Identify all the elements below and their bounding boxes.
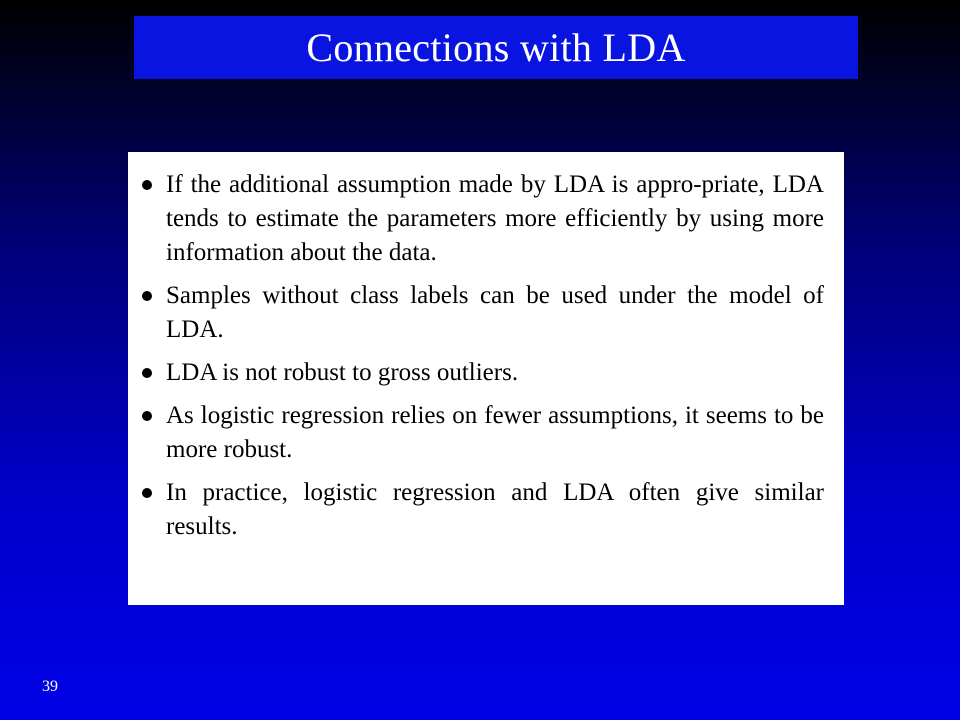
bullet-item — [142, 356, 824, 390]
bullet-item — [142, 279, 824, 347]
slide-title: Connections with LDA — [306, 25, 686, 70]
bullet-icon — [142, 368, 152, 378]
content-box — [128, 152, 844, 605]
bullet-icon — [142, 291, 152, 301]
bullet-text: If the additional assumption made by LDA is appro-priate, LDA tends to estimate the parameters more efficiently by using more information about the data. — [166, 171, 824, 266]
page-number: 39 — [42, 678, 58, 695]
bullet-icon — [142, 411, 152, 421]
title-bar — [134, 16, 858, 79]
bullet-item — [142, 399, 824, 467]
bullet-text: LDA is not robust to gross outliers. — [166, 359, 519, 386]
bullet-list — [142, 168, 824, 544]
bullet-text: As logistic regression relies on fewer assumptions, it seems to be more robust. — [166, 402, 824, 463]
bullet-icon — [142, 488, 152, 498]
bullet-text: Samples without class labels can be used under the model of LDA. — [166, 282, 824, 343]
bullet-text: In practice, logistic regression and LDA often give similar results. — [166, 479, 824, 540]
bullet-icon — [142, 180, 152, 190]
bullet-item — [142, 168, 824, 270]
bullet-item — [142, 476, 824, 544]
